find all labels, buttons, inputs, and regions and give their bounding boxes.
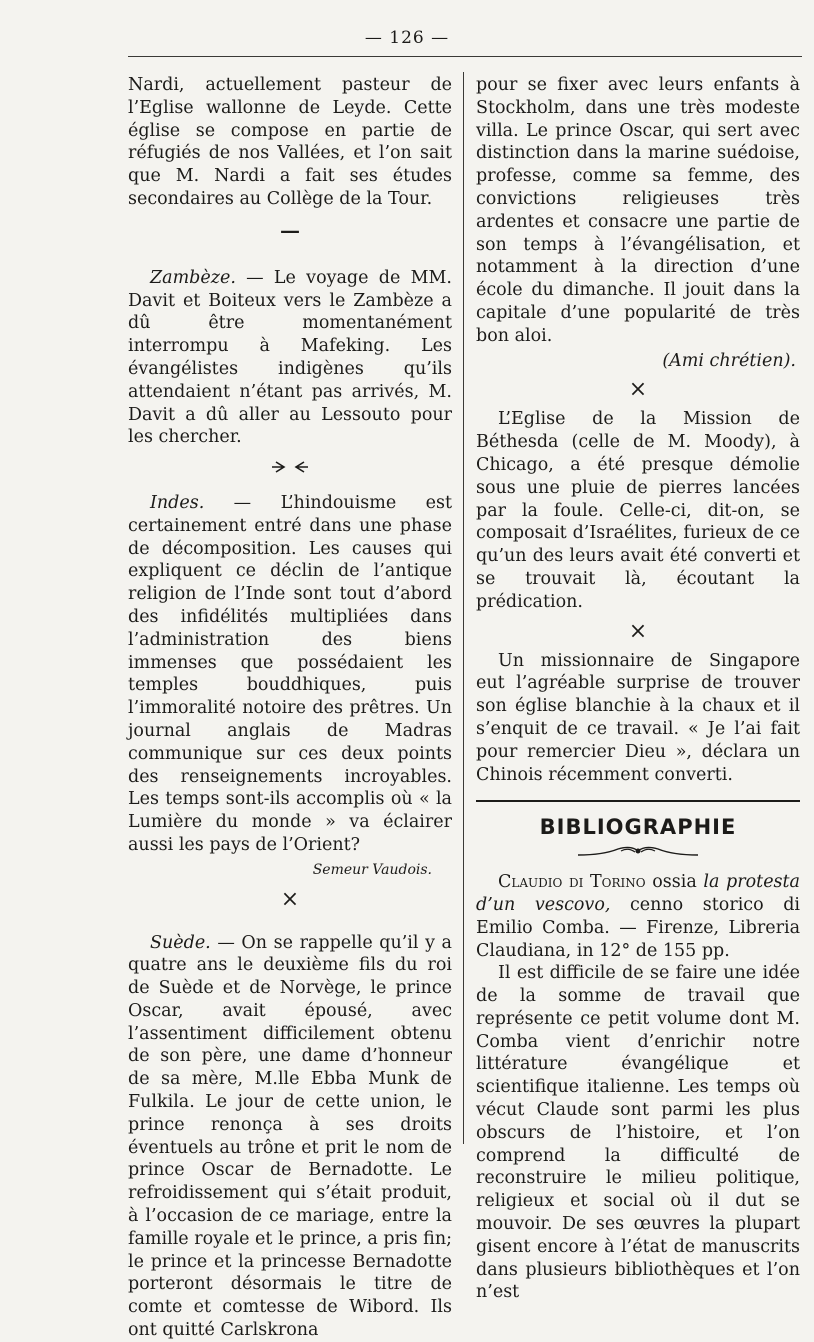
- text-indes: — L’hindouisme est certainement entré dans une phase de décomposition. Les causes qui expliquent ce déclin de l’antique religion de l’Inde sont tout d’abord des infidélités multipliées dans l’administration des biens immenses que possédaient les temples bouddhiques, puis l’immoralité notoire des prêtres. Un journal anglais de Madras communique sur ces deux points des renseignements incroyables. Les temps sont-ils accomplis où « la Lumière du monde » va éclairer aussi les pays de l’Orient?: [128, 492, 452, 855]
- cross-separator: ×: [280, 886, 300, 912]
- dash-separator: —: [280, 217, 300, 242]
- cross-separator: ×: [628, 377, 648, 403]
- section-rule: [476, 800, 800, 802]
- heading-indes: Indes.: [150, 492, 205, 513]
- header-rule: [128, 56, 802, 57]
- heading-suede: Suède.: [150, 932, 211, 953]
- text-zambeze: — Le voyage de MM. Davit et Boiteux vers le Zambèze a dû être momentanément interrompu à Mafeking. Les évangélistes indigènes qu’ils attendaient n’étant pas arrivés, M. Davit a dû aller au Lessouto pour les chercher.: [128, 267, 452, 448]
- bibliography-entry: [476, 871, 800, 962]
- paragraph-review: Il est difficile de se faire une idée de la somme de travail que représente ce petit volume dont M. Comba vient d’enrichir notre littérature évangélique et scientifique italienne. Les temps où vécut Claude sont parmi les plus obscurs de l’histoire, et l’on comprend la difficulté de reconstruire le milieu politique, religieux et social où il dut se mouvoir. De ses œuvres la plupart gisent encore à l’état de manuscrits dans plusieurs bibliothèques et l’on n’est: [476, 963, 800, 1303]
- ornament-separator-icon: [128, 459, 452, 482]
- book-details: cenno storico di Emilio Comba. — Firenze, Libreria Claudiana, in 12° de 155 pp.: [476, 894, 800, 961]
- left-column: [128, 74, 452, 1342]
- cross-separator: ×: [628, 618, 648, 644]
- column-divider: [463, 72, 464, 1144]
- page-number: — 126 —: [364, 28, 450, 48]
- paragraph-indes: [128, 492, 452, 857]
- book-ossia: ossia: [645, 872, 704, 893]
- book-author: Claudio di Torino: [498, 872, 646, 893]
- paragraph-suede-continued: pour se fixer avec leurs enfants à Stockholm, dans une très modeste villa. Le prince Oscar, qui sert avec distinction dans la marine suédoise, professe, comme sa femme, des convictions religieuses très ardentes et consacre une partie de son temps à l’évangélisation, et notamment à la direction d’une école du dimanche. Il jouit dans la capitale d’une popularité de très bon aloi.: [476, 75, 800, 346]
- paragraph-suede: [128, 932, 452, 1342]
- source-ami-chretien: (Ami chrétien).: [662, 350, 796, 371]
- paragraph-nardi: Nardi, actuellement pasteur de l’Eglise wallonne de Leyde. Cette église se compose en partie de réfugiés de nos Vallées, et l’on sait que M. Nardi a fait ses études secondaires au Collège de la Tour.: [128, 75, 452, 209]
- source-semeur-vaudois: Semeur Vaudois.: [312, 861, 432, 878]
- heading-zambeze: Zambèze.: [150, 267, 236, 288]
- book-title: la protesta d’un vescovo,: [476, 872, 800, 915]
- paragraph-zambeze: [128, 267, 452, 449]
- right-column: [476, 74, 800, 1304]
- bibliography-heading: BIBLIOGRAPHIE: [539, 815, 737, 840]
- text-suede: — On se rappelle qu’il y a quatre ans le deuxième fils du roi de Suède et de Norvège, le prince Oscar, avait épousé, avec l’assentiment difficilement obtenu de son père, une dame d’honneur de sa mère, M.lle Ebba Munk de Fulkila. Le jour de cette union, le prince renonça à ses droits éventuels au trône et prit le nom de prince Oscar de Bernadotte. Le refroidissement qui s’était produit, à l’occasion de ce mariage, entre la famille royale et le prince, a pris fin; le prince et la princesse Bernadotte porteront désormais le titre de comte et comtesse de Wibord. Ils ont quitté Carlskrona: [128, 932, 452, 1341]
- paragraph-singapore: Un missionnaire de Singapore eut l’agréable surprise de trouver son église blanchie à la chaux et il s’enquit de ce travail. « Je l’ai fait pour remercier Dieu », déclara un Chinois récemment converti.: [476, 650, 800, 785]
- paragraph-bethesda: L’Eglise de la Mission de Béthesda (celle de M. Moody), à Chicago, a été presque démolie sous une pluie de pierres lancées par la foule. Celle-ci, dit-on, se composait d’Israélites, furieux de ce qu’un des leurs avait été converti et se trouvait là, écoutant la prédication.: [476, 409, 800, 612]
- flourish-ornament-icon: [573, 843, 703, 859]
